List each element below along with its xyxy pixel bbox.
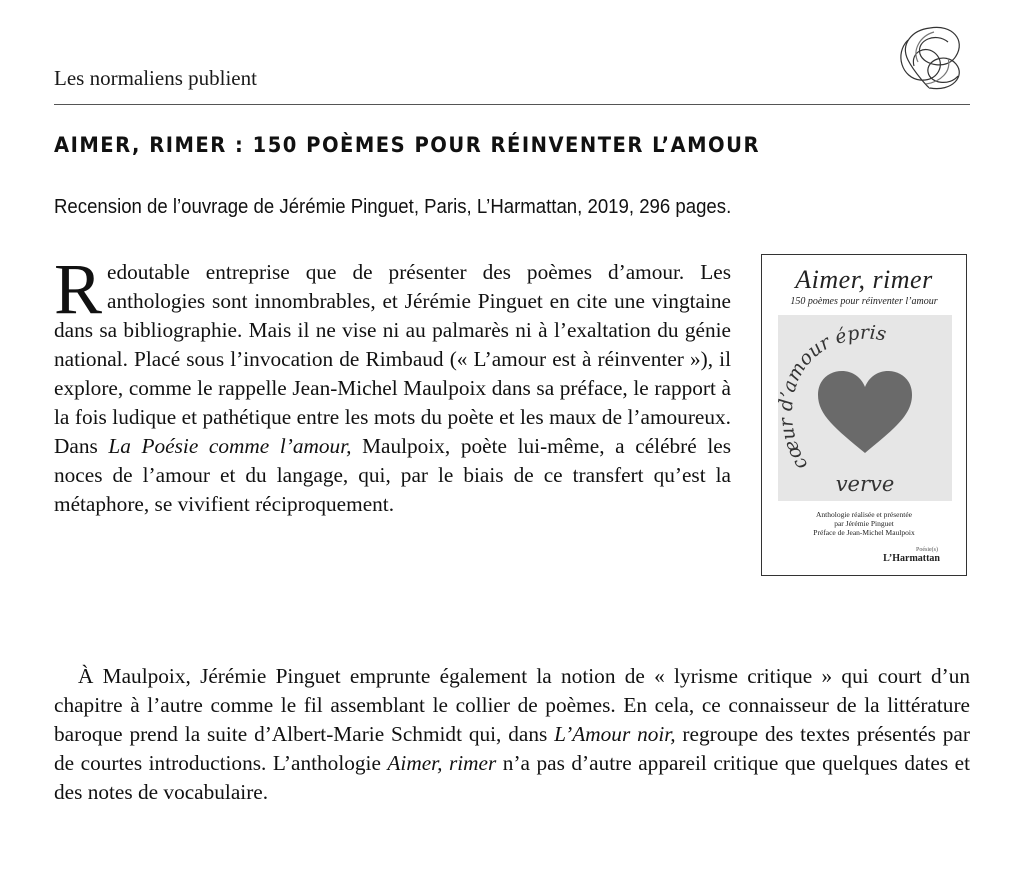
paragraph-1 bbox=[54, 249, 731, 519]
credit-line-3: Préface de Jean-Michel Maulpoix bbox=[813, 528, 915, 537]
cover-art-script: cœu ’amour épris bbox=[778, 321, 888, 474]
paragraph-1-text-a: edoutable entreprise que de présenter des poèmes d’amour. Les anthologies sont innombrables, et Jérémie Pinguet en cite une vingtaine dans sa bibliographie. Mais il ne vise ni au palmarès ni à l’exaltation du génie national. Placé sous l’invocation de Rimbaud (« L’amour est à réinventer »), il explore, comme le rappelle Jean-Michel Maulpoix dans sa préface, le rapport à la fois ludique et pathétique entre les mots du poète et les maux de l’amoureux. Dans bbox=[54, 260, 731, 458]
cover-publisher: L’Harmattan bbox=[883, 553, 940, 564]
heart-shape bbox=[818, 371, 912, 453]
cover-artwork bbox=[778, 315, 952, 501]
cover-title: Aimer, rimer bbox=[795, 265, 933, 294]
credit-line-2: par Jérémie Pinguet bbox=[834, 519, 894, 528]
heart-artwork bbox=[778, 315, 952, 501]
article-subtitle: Recension de l’ouvrage de Jérémie Pinguet, Paris, L’Harmattan, 2019, 296 pages. bbox=[54, 196, 732, 218]
paragraph-2-text-a: À Maulpoix, Jérémie Pinguet emprunte également la notion de « lyrisme critique » qui court d’un chapitre à l’autre comme le fil assemblant le collier de poèmes. En cela, ce connaisseur de la littérature baroque prend la suite d’Albert-Marie Schmidt qui, dans bbox=[54, 664, 970, 746]
credit-line-1: Anthologie réalisée et présentée bbox=[816, 510, 912, 519]
paragraph-2-text-c: n’a pas d’autre appareil critique que quelques dates et des notes de vocabulaire. bbox=[54, 751, 970, 804]
paragraph-2-italic-b: Aimer, rimer bbox=[387, 751, 497, 775]
paragraph-1-italic-a: La Poésie comme l’amour, bbox=[108, 434, 352, 458]
paragraph-2-italic-a: L’Amour noir, bbox=[554, 722, 676, 746]
cover-art-signature: verve bbox=[835, 472, 895, 496]
drop-cap: R bbox=[54, 249, 103, 329]
article-title: AIMER, RIMER : 150 POÈMES POUR RÉINVENTER L’AMOUR bbox=[54, 133, 761, 157]
knot-logo-icon bbox=[890, 20, 970, 96]
book-cover bbox=[761, 254, 967, 576]
cover-credits bbox=[762, 510, 966, 537]
running-title: Les normaliens publient bbox=[54, 66, 257, 90]
paragraph-1-text-b: Maulpoix, poète lui-même, a célébré les noces de l’amour et du langage, qui, par le biais de ce transfert qu’est la métaphore, se vivifient réciproquement. bbox=[54, 434, 731, 516]
cover-series: Poésie(s) bbox=[916, 547, 938, 553]
paragraph-2-text-b: regroupe des textes présentés par de courtes introductions. L’anthologie bbox=[54, 722, 970, 775]
header-rule bbox=[54, 104, 970, 105]
paragraph-2 bbox=[54, 662, 970, 807]
cover-subtitle: 150 poèmes pour réinventer l’amour bbox=[790, 296, 938, 307]
